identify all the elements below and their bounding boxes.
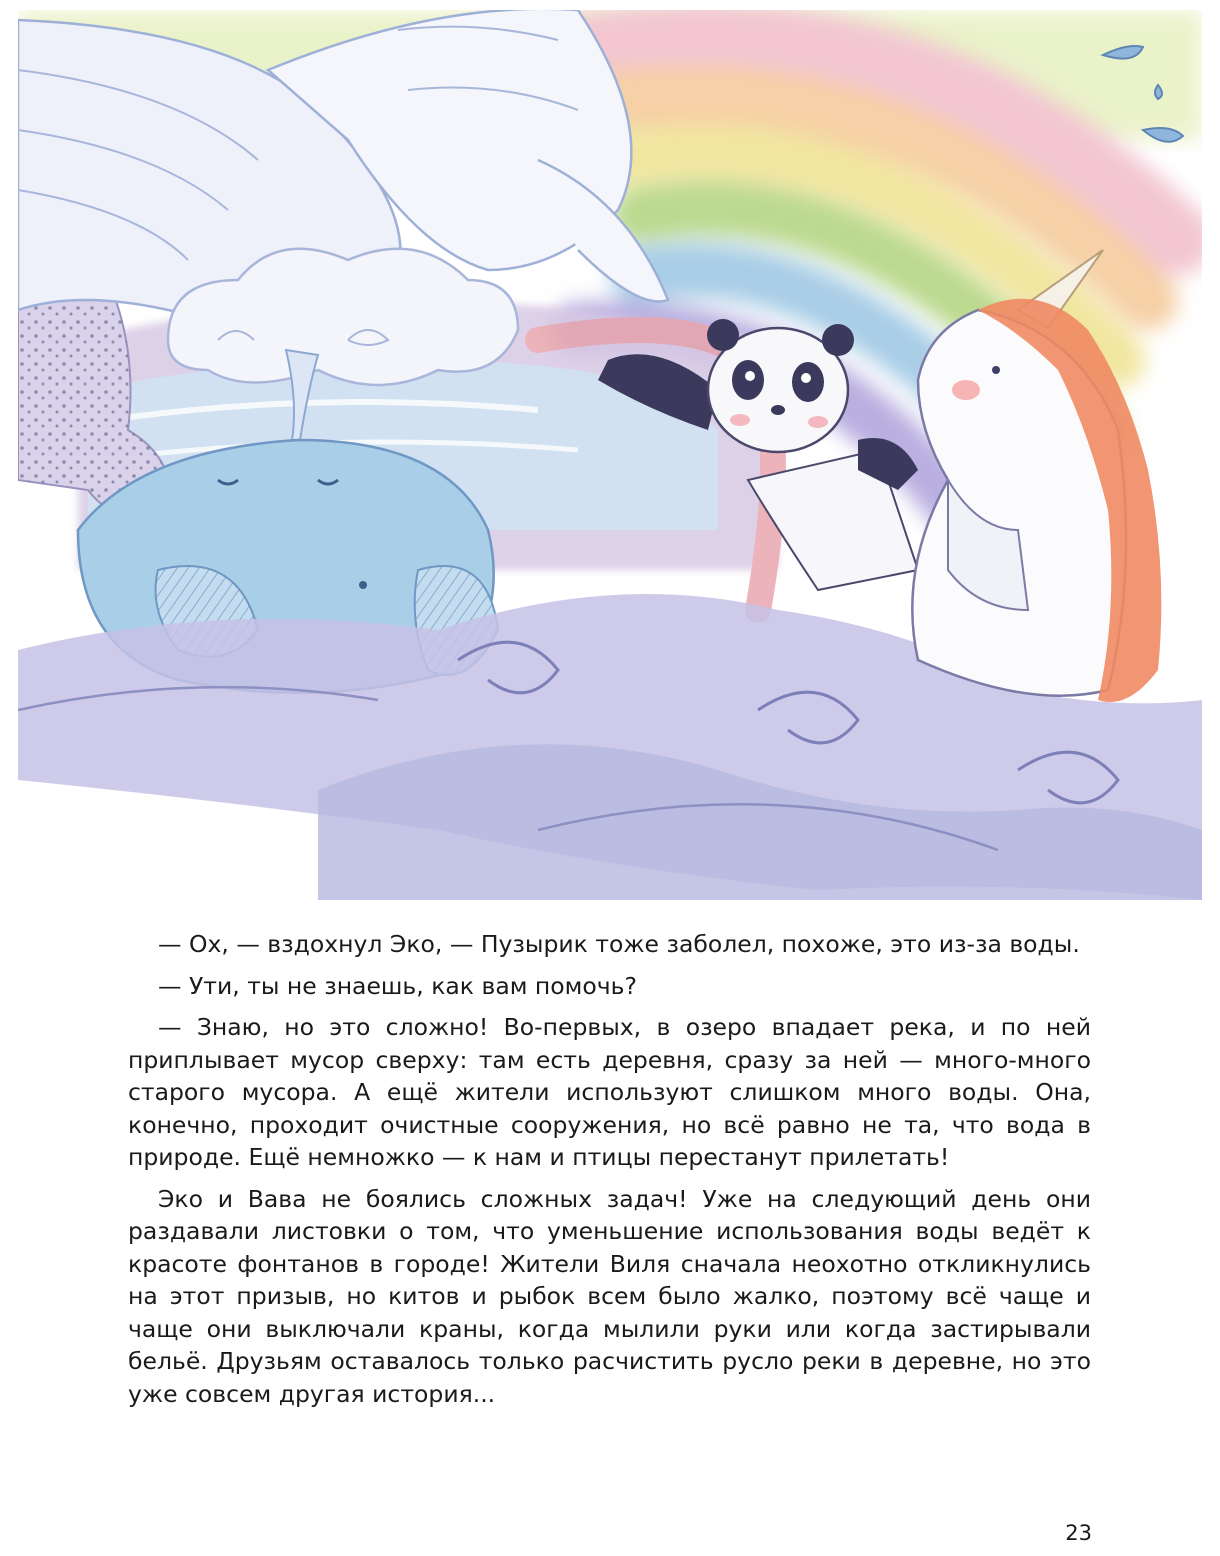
watercolor-illustration-icon [18,10,1202,900]
story-illustration [18,10,1202,900]
paragraph: Эко и Вава не боялись сложных задач! Уже на следующий день они раздавали листовки о том, что уменьшение использования воды ведёт к красоте фонтанов в городе! Жители Виля сначала неохотно откликнулись на этот призыв, но китов и рыбок всем было жалко, поэтому всё чаще и чаще они выключали краны, когда мылили руки или когда застирывали бельё. Друзьям оставалось только расчистить русло реки в деревне, но это уже совсем другая история... [128,1184,1091,1408]
paragraph: — Ути, ты не знаешь, как вам помочь? [158,971,637,1000]
page-number: 23 [1065,1521,1092,1545]
paragraph: — Знаю, но это сложно! Во-первых, в озеро впадает река, и по ней приплывает мусор сверху: там есть деревня, сразу за ней — много-много старого мусора. А ещё жители используют слишком много воды. Она, конечно, проходит очистные сооружения, но всё равно не та, что вода в природе. Ещё немножко — к нам и птицы перестанут прилетать! [128,1013,1091,1171]
story-text [128,928,1091,1419]
paragraph: — Ох, — вздохнул Эко, — Пузырик тоже заболел, похоже, это из-за воды. [158,930,1080,958]
